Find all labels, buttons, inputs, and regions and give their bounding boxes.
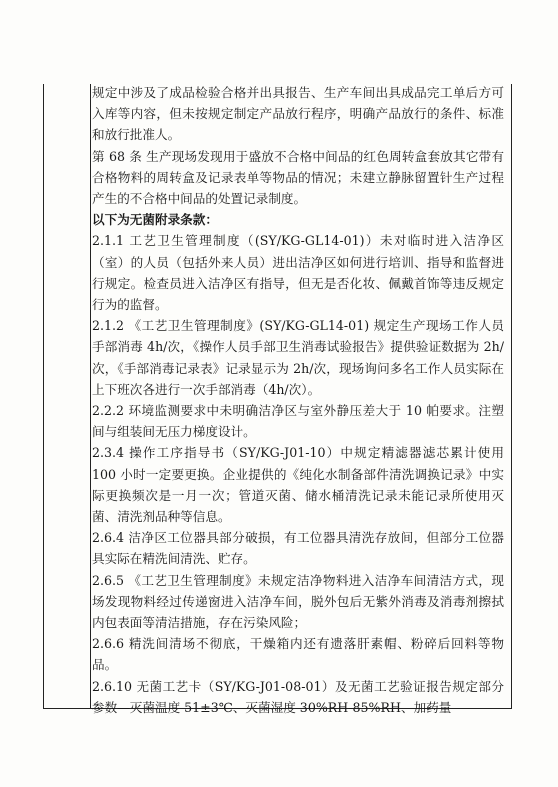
paragraph: 2.1.1 工艺卫生管理制度（(SY/KG-GL14-01)）未对临时进入洁净区（室）的人员（包括外来人员）进出洁净区如何进行培训、指导和监督进行规定。检查员进入洁净区有指导，但无是否化妆、佩戴首饰等违反规定行为的监督。 (92, 233, 504, 313)
paragraph: 2.6.6 精洗间清场不彻底，干燥箱内还有遗落肝素帽、粉碎后回料等物品。 (92, 636, 504, 673)
paragraph: 2.3.4 操作工序指导书（SY/KG-J01-10）中规定精滤器滤芯累计使用 100 小时一定要更换。企业提供的《纯化水制备部件清洗调换记录》中实际更换频次是一月一次；管道灭菌、储水桶清洗记录未能记录所使用灭菌、清洗剂品种等信息。 (92, 445, 504, 525)
paragraph: 2.6.4 洁净区工位器具部分破损，有工位器具清洗存放间，但部分工位器具实际在精洗间清洗、贮存。 (92, 530, 504, 567)
paragraph: 2.6.10 无菌工艺卡（SY/KG-J01-08-01）及无菌工艺验证报告规定部分参数—灭菌温度 51±3℃、灭菌湿度 30%RH-85%RH、加药量 (92, 678, 504, 715)
content-cell (92, 82, 504, 718)
column-divider (90, 84, 91, 708)
section-heading: 以下为无菌附录条款： (92, 212, 218, 228)
paragraph: 2.2.2 环境监测要求中未明确洁净区与室外静压差大于 10 帕要求。注塑间与组装间无压力梯度设计。 (92, 403, 504, 440)
paragraph: 2.6.5 《工艺卫生管理制度》未规定洁净物料进入洁净车间清洁方式，现场发现物料经过传递窗进入洁净车间，脱外包后无紫外消毒及消毒剂擦拭内包表面等清洁措施，存在污染风险； (92, 572, 504, 631)
paragraph: 2.1.2 《工艺卫生管理制度》(SY/KG-GL14-01) 规定生产现场工作人员手部消毒 4h/次，《操作人员手部卫生消毒试验报告》提供验证数据为 2h/次，《手部消毒记录表》记录显示为 2h/次，现场询问多名工作人员实际在上下班次各进行一次手部消毒（4h/次）。 (92, 318, 504, 397)
paragraph: 第 68 条 生产现场发现用于盛放不合格中间品的红色周转盒套放其它带有合格物料的周转盒及记录表单等物品的情况；未建立静脉留置针生产过程产生的不合格中间品的处置记录制度。 (92, 148, 504, 207)
paragraph: 规定中涉及了成品检验合格并出具报告、生产车间出具成品完工单后方可入库等内容，但未按规定制定产品放行程序，明确产品放行的条件、标准和放行批准人。 (92, 85, 504, 143)
